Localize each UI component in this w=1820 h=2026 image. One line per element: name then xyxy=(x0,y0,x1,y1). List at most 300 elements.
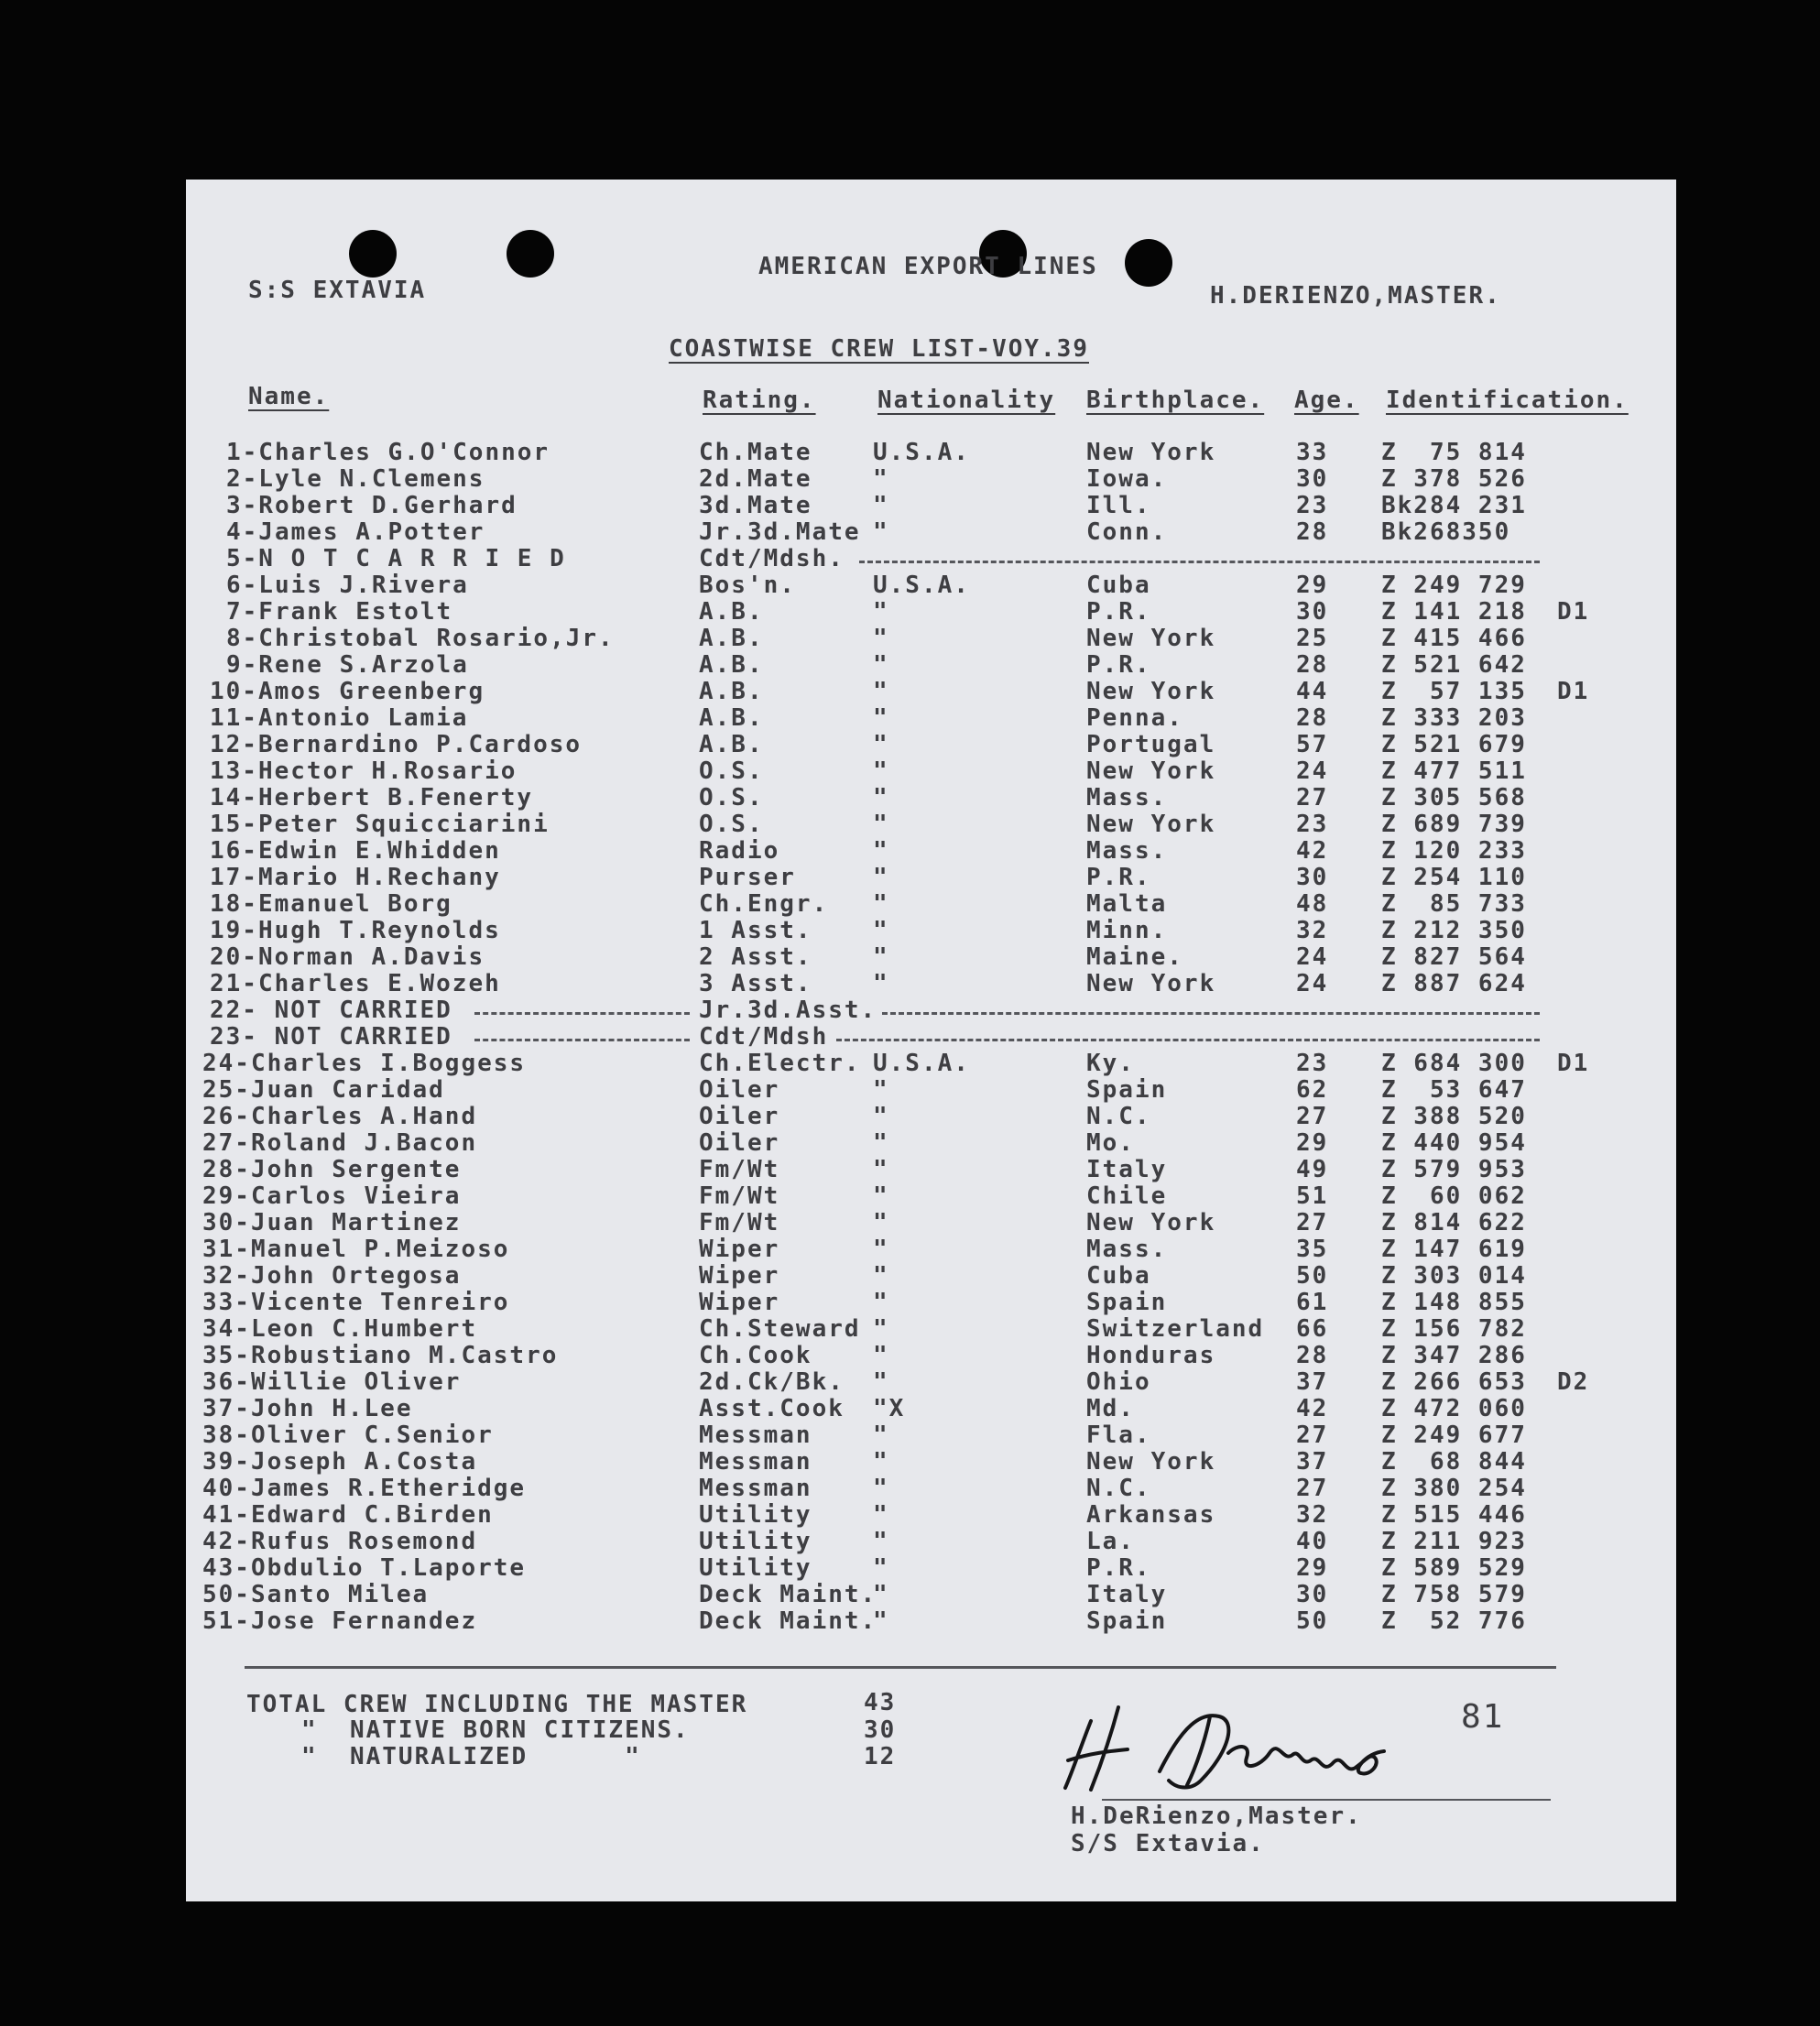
table-row xyxy=(186,1422,1676,1449)
crew-name: 33-Vicente Tenreiro xyxy=(202,1289,510,1316)
crew-age: 28 xyxy=(1296,651,1329,679)
crew-name: 50-Santo Milea xyxy=(202,1581,430,1608)
crew-birthplace: Md. xyxy=(1086,1395,1135,1422)
crew-nationality: " xyxy=(873,1262,889,1290)
crew-name: 37-John H.Lee xyxy=(202,1395,413,1422)
crew-name: 15-Peter Squicciarini xyxy=(210,811,550,838)
crew-age: 30 xyxy=(1296,1581,1329,1608)
crew-rating: Asst.Cook xyxy=(699,1395,845,1422)
crew-birthplace: New York xyxy=(1086,1448,1216,1476)
crew-birthplace: Mass. xyxy=(1086,784,1168,811)
crew-name: 1-Charles G.O'Connor xyxy=(226,439,550,466)
crew-identification: Z 333 203 xyxy=(1381,704,1527,732)
crew-identification: Z 249 729 xyxy=(1381,572,1527,599)
crew-identification: Z 689 739 xyxy=(1381,811,1527,838)
crew-name: 2-Lyle N.Clemens xyxy=(226,465,485,493)
crew-identification: Z 684 300 xyxy=(1381,1050,1527,1077)
signer-ship: S/S Extavia. xyxy=(1071,1830,1265,1857)
crew-identification: Z 266 653 xyxy=(1381,1368,1527,1396)
crew-nationality: " xyxy=(873,598,889,626)
crew-age: 35 xyxy=(1296,1236,1329,1263)
total-crew-value: 43 xyxy=(864,1689,897,1716)
table-row xyxy=(186,519,1676,546)
crew-age: 23 xyxy=(1296,811,1329,838)
crew-nationality: " xyxy=(873,1209,889,1236)
table-row xyxy=(186,891,1676,918)
crew-rating: Ch.Mate xyxy=(699,439,812,466)
crew-birthplace: N.C. xyxy=(1086,1103,1151,1130)
table-row xyxy=(186,785,1676,811)
crew-birthplace: New York xyxy=(1086,439,1216,466)
crew-birthplace: New York xyxy=(1086,1209,1216,1236)
crew-note: D2 xyxy=(1557,1368,1590,1396)
table-row xyxy=(186,732,1676,758)
table-row xyxy=(186,1502,1676,1529)
crew-rating: Cdt/Mdsh. xyxy=(699,545,845,572)
crew-nationality: " xyxy=(873,625,889,652)
crew-name: 25-Juan Caridad xyxy=(202,1076,445,1104)
table-row xyxy=(186,493,1676,519)
crew-age: 32 xyxy=(1296,1501,1329,1529)
crew-rating: Deck Maint. xyxy=(699,1581,877,1608)
crew-identification: Z 53 647 xyxy=(1381,1076,1527,1104)
crew-nationality: " xyxy=(873,1581,889,1608)
crew-age: 23 xyxy=(1296,1050,1329,1077)
punch-hole-2 xyxy=(507,230,554,278)
crew-name: 16-Edwin E.Whidden xyxy=(210,837,501,865)
crew-rating: 2 Asst. xyxy=(699,943,812,971)
table-row xyxy=(186,1157,1676,1183)
crew-rating: Ch.Electr. xyxy=(699,1050,861,1077)
crew-birthplace: La. xyxy=(1086,1528,1135,1555)
crew-name: 22- NOT CARRIED xyxy=(210,997,452,1024)
not-carried-dash-line xyxy=(882,1012,1540,1015)
total-crew-label: TOTAL CREW INCLUDING THE MASTER xyxy=(246,1691,748,1718)
crew-name: 51-Jose Fernandez xyxy=(202,1607,478,1635)
crew-age: 27 xyxy=(1296,1421,1329,1449)
crew-rating: Ch.Cook xyxy=(699,1342,812,1369)
crew-rating: Oiler xyxy=(699,1076,780,1104)
crew-age: 50 xyxy=(1296,1262,1329,1290)
col-header-name: Name. xyxy=(248,383,330,410)
crew-birthplace: Honduras xyxy=(1086,1342,1216,1369)
crew-name: 14-Herbert B.Fenerty xyxy=(210,784,534,811)
table-row xyxy=(186,1077,1676,1104)
crew-birthplace: P.R. xyxy=(1086,1554,1151,1582)
crew-age: 28 xyxy=(1296,704,1329,732)
crew-identification: Z 521 679 xyxy=(1381,731,1527,758)
crew-age: 32 xyxy=(1296,917,1329,944)
col-header-identification: Identification. xyxy=(1386,387,1629,414)
crew-age: 24 xyxy=(1296,943,1329,971)
crew-note: D1 xyxy=(1557,1050,1590,1077)
crew-birthplace: Mass. xyxy=(1086,837,1168,865)
crew-name: 17-Mario H.Rechany xyxy=(210,864,501,891)
document-title: COASTWISE CREW LIST-VOY.39 xyxy=(669,335,1089,363)
table-row xyxy=(186,1343,1676,1369)
crew-nationality: " xyxy=(873,1076,889,1104)
crew-birthplace: Minn. xyxy=(1086,917,1168,944)
crew-age: 42 xyxy=(1296,837,1329,865)
table-row xyxy=(186,652,1676,679)
crew-identification: Z 378 526 xyxy=(1381,465,1527,493)
crew-identification: Z 68 844 xyxy=(1381,1448,1527,1476)
table-row xyxy=(186,997,1676,1024)
crew-birthplace: Chile xyxy=(1086,1182,1168,1210)
crew-rating: Oiler xyxy=(699,1129,780,1157)
crew-rating: 3 Asst. xyxy=(699,970,812,997)
crew-name: 7-Frank Estolt xyxy=(226,598,453,626)
crew-name: 26-Charles A.Hand xyxy=(202,1103,478,1130)
crew-age: 24 xyxy=(1296,757,1329,785)
crew-rating: 2d.Ck/Bk. xyxy=(699,1368,845,1396)
crew-birthplace: Iowa. xyxy=(1086,465,1168,493)
company-name: AMERICAN EXPORT LINES xyxy=(758,253,1098,280)
crew-name: 21-Charles E.Wozeh xyxy=(210,970,501,997)
naturalized-value: 12 xyxy=(864,1743,897,1770)
crew-name: 28-John Sergente xyxy=(202,1156,462,1183)
crew-rating: Deck Maint. xyxy=(699,1607,877,1635)
crew-rating: A.B. xyxy=(699,625,764,652)
crew-birthplace: Cuba xyxy=(1086,1262,1151,1290)
table-row xyxy=(186,811,1676,838)
crew-birthplace: Italy xyxy=(1086,1156,1168,1183)
crew-age: 51 xyxy=(1296,1182,1329,1210)
crew-name: 19-Hugh T.Reynolds xyxy=(210,917,501,944)
crew-rating: Messman xyxy=(699,1448,812,1476)
table-row xyxy=(186,705,1676,732)
crew-name: 32-John Ortegosa xyxy=(202,1262,462,1290)
crew-birthplace: Mass. xyxy=(1086,1236,1168,1263)
crew-birthplace: Spain xyxy=(1086,1607,1168,1635)
crew-name: 36-Willie Oliver xyxy=(202,1368,462,1396)
crew-name: 8-Christobal Rosario,Jr. xyxy=(226,625,615,652)
crew-identification: Z 758 579 xyxy=(1381,1581,1527,1608)
crew-name: 31-Manuel P.Meizoso xyxy=(202,1236,510,1263)
punch-hole-1 xyxy=(349,230,397,278)
crew-birthplace: Malta xyxy=(1086,890,1168,918)
not-carried-dash-line xyxy=(474,1039,690,1041)
crew-identification: Z 75 814 xyxy=(1381,439,1527,466)
crew-identification: Z 60 062 xyxy=(1381,1182,1527,1210)
crew-age: 28 xyxy=(1296,518,1329,546)
table-row xyxy=(186,1396,1676,1422)
crew-age: 29 xyxy=(1296,572,1329,599)
crew-rating: Utility xyxy=(699,1501,812,1529)
crew-identification: Z 388 520 xyxy=(1381,1103,1527,1130)
crew-name: 43-Obdulio T.Laporte xyxy=(202,1554,527,1582)
crew-name: 12-Bernardino P.Cardoso xyxy=(210,731,583,758)
crew-birthplace: Ohio xyxy=(1086,1368,1151,1396)
crew-rating: Utility xyxy=(699,1554,812,1582)
crew-birthplace: Spain xyxy=(1086,1289,1168,1316)
crew-rating: Utility xyxy=(699,1528,812,1555)
crew-nationality: " xyxy=(873,1236,889,1263)
crew-age: 48 xyxy=(1296,890,1329,918)
crew-age: 30 xyxy=(1296,864,1329,891)
crew-nationality: " xyxy=(873,890,889,918)
crew-birthplace: New York xyxy=(1086,678,1216,705)
table-row xyxy=(186,1051,1676,1077)
crew-identification: Z 827 564 xyxy=(1381,943,1527,971)
crew-birthplace: New York xyxy=(1086,811,1216,838)
crew-nationality: " xyxy=(873,1528,889,1555)
crew-identification: Z 521 642 xyxy=(1381,651,1527,679)
crew-rating: Fm/Wt xyxy=(699,1209,780,1236)
crew-rating: A.B. xyxy=(699,651,764,679)
table-row xyxy=(186,1582,1676,1608)
crew-list-document xyxy=(186,180,1676,1901)
crew-age: 50 xyxy=(1296,1607,1329,1635)
crew-nationality: " xyxy=(873,651,889,679)
crew-identification: Z 211 923 xyxy=(1381,1528,1527,1555)
crew-rating: Purser xyxy=(699,864,796,891)
crew-rating: Bos'n. xyxy=(699,572,796,599)
crew-birthplace: Arkansas xyxy=(1086,1501,1216,1529)
crew-nationality: " xyxy=(873,943,889,971)
table-row xyxy=(186,1369,1676,1396)
crew-birthplace: New York xyxy=(1086,970,1216,997)
crew-nationality: " xyxy=(873,1342,889,1369)
crew-nationality: " xyxy=(873,465,889,493)
crew-name: 3-Robert D.Gerhard xyxy=(226,492,518,519)
crew-rating: O.S. xyxy=(699,784,764,811)
crew-age: 44 xyxy=(1296,678,1329,705)
crew-identification: Bk268350 xyxy=(1381,518,1511,546)
crew-age: 27 xyxy=(1296,1209,1329,1236)
crew-name: 38-Oliver C.Senior xyxy=(202,1421,494,1449)
crew-rating: Wiper xyxy=(699,1262,780,1290)
crew-identification: Z 254 110 xyxy=(1381,864,1527,891)
crew-name: 34-Leon C.Humbert xyxy=(202,1315,478,1343)
crew-identification: Z 57 135 xyxy=(1381,678,1527,705)
table-row xyxy=(186,546,1676,572)
crew-identification: Z 887 624 xyxy=(1381,970,1527,997)
table-row xyxy=(186,1104,1676,1130)
crew-nationality: " xyxy=(873,731,889,758)
table-row xyxy=(186,1263,1676,1290)
crew-rating: A.B. xyxy=(699,598,764,626)
crew-name: 10-Amos Greenberg xyxy=(210,678,485,705)
crew-nationality: " xyxy=(873,1475,889,1502)
crew-nationality: " xyxy=(873,1103,889,1130)
crew-nationality: " xyxy=(873,1421,889,1449)
crew-nationality: " xyxy=(873,784,889,811)
crew-age: 61 xyxy=(1296,1289,1329,1316)
crew-nationality: " xyxy=(873,704,889,732)
crew-nationality: " xyxy=(873,917,889,944)
crew-age: 25 xyxy=(1296,625,1329,652)
bottom-rule xyxy=(245,1666,1556,1669)
crew-age: 23 xyxy=(1296,492,1329,519)
crew-birthplace: Maine. xyxy=(1086,943,1183,971)
crew-nationality: " xyxy=(873,1182,889,1210)
crew-age: 29 xyxy=(1296,1554,1329,1582)
crew-rating: Wiper xyxy=(699,1236,780,1263)
crew-nationality: " xyxy=(873,1607,889,1635)
crew-age: 37 xyxy=(1296,1368,1329,1396)
table-row xyxy=(186,971,1676,997)
crew-birthplace: Fla. xyxy=(1086,1421,1151,1449)
crew-nationality: " xyxy=(873,518,889,546)
crew-age: 27 xyxy=(1296,1475,1329,1502)
crew-age: 24 xyxy=(1296,970,1329,997)
table-row xyxy=(186,944,1676,971)
crew-birthplace: Ill. xyxy=(1086,492,1151,519)
crew-nationality: " xyxy=(873,1315,889,1343)
crew-nationality: " xyxy=(873,1156,889,1183)
crew-rating: Jr.3d.Mate xyxy=(699,518,861,546)
punch-hole-4 xyxy=(1125,239,1172,287)
crew-age: 29 xyxy=(1296,1129,1329,1157)
crew-name: 39-Joseph A.Costa xyxy=(202,1448,478,1476)
col-header-age: Age. xyxy=(1294,387,1359,414)
crew-birthplace: N.C. xyxy=(1086,1475,1151,1502)
crew-identification: Z 477 511 xyxy=(1381,757,1527,785)
crew-identification: Z 120 233 xyxy=(1381,837,1527,865)
crew-birthplace: Switzerland xyxy=(1086,1315,1265,1343)
crew-birthplace: Ky. xyxy=(1086,1050,1135,1077)
crew-rating: Oiler xyxy=(699,1103,780,1130)
crew-rating: O.S. xyxy=(699,811,764,838)
crew-identification: Z 472 060 xyxy=(1381,1395,1527,1422)
crew-identification: Bk284 231 xyxy=(1381,492,1527,519)
crew-birthplace: Spain xyxy=(1086,1076,1168,1104)
crew-age: 30 xyxy=(1296,465,1329,493)
crew-rating: A.B. xyxy=(699,731,764,758)
crew-age: 49 xyxy=(1296,1156,1329,1183)
crew-nationality: " xyxy=(873,811,889,838)
crew-rating: Messman xyxy=(699,1421,812,1449)
crew-nationality: "X xyxy=(873,1395,906,1422)
table-row xyxy=(186,1555,1676,1582)
crew-identification: Z 249 677 xyxy=(1381,1421,1527,1449)
crew-birthplace: Cuba xyxy=(1086,572,1151,599)
crew-nationality: " xyxy=(873,837,889,865)
crew-rating: Wiper xyxy=(699,1289,780,1316)
crew-nationality: " xyxy=(873,1368,889,1396)
crew-nationality: U.S.A. xyxy=(873,1050,970,1077)
signer-name: H.DeRienzo,Master. xyxy=(1071,1803,1362,1830)
table-row xyxy=(186,1608,1676,1635)
table-row xyxy=(186,466,1676,493)
crew-nationality: " xyxy=(873,492,889,519)
crew-age: 62 xyxy=(1296,1076,1329,1104)
not-carried-dash-line xyxy=(474,1012,690,1015)
crew-identification: Z 212 350 xyxy=(1381,917,1527,944)
table-row xyxy=(186,572,1676,599)
col-header-rating: Rating. xyxy=(703,387,816,414)
crew-name: 4-James A.Potter xyxy=(226,518,485,546)
table-row xyxy=(186,1476,1676,1502)
crew-age: 66 xyxy=(1296,1315,1329,1343)
crew-rating: 2d.Mate xyxy=(699,465,812,493)
not-carried-dash-line xyxy=(859,561,1540,563)
crew-nationality: U.S.A. xyxy=(873,572,970,599)
table-row xyxy=(186,758,1676,785)
crew-name: 27-Roland J.Bacon xyxy=(202,1129,478,1157)
crew-birthplace: Italy xyxy=(1086,1581,1168,1608)
table-row xyxy=(186,838,1676,865)
crew-rating: Fm/Wt xyxy=(699,1182,780,1210)
crew-name: 35-Robustiano M.Castro xyxy=(202,1342,559,1369)
table-row xyxy=(186,679,1676,705)
crew-birthplace: Portugal xyxy=(1086,731,1216,758)
crew-nationality: " xyxy=(873,864,889,891)
crew-nationality: " xyxy=(873,757,889,785)
crew-identification: Z 52 776 xyxy=(1381,1607,1527,1635)
crew-nationality: " xyxy=(873,1554,889,1582)
crew-identification: Z 814 622 xyxy=(1381,1209,1527,1236)
crew-name: 24-Charles I.Boggess xyxy=(202,1050,527,1077)
crew-age: 30 xyxy=(1296,598,1329,626)
crew-identification: Z 589 529 xyxy=(1381,1554,1527,1582)
crew-identification: Z 156 782 xyxy=(1381,1315,1527,1343)
crew-age: 33 xyxy=(1296,439,1329,466)
crew-age: 27 xyxy=(1296,784,1329,811)
crew-name: 6-Luis J.Rivera xyxy=(226,572,469,599)
crew-identification: Z 147 619 xyxy=(1381,1236,1527,1263)
crew-rating: O.S. xyxy=(699,757,764,785)
table-row xyxy=(186,918,1676,944)
native-born-value: 30 xyxy=(864,1716,897,1744)
ship-name: S:S EXTAVIA xyxy=(248,277,427,304)
crew-note: D1 xyxy=(1557,678,1590,705)
crew-name: 20-Norman A.Davis xyxy=(210,943,485,971)
crew-age: 28 xyxy=(1296,1342,1329,1369)
crew-identification: Z 380 254 xyxy=(1381,1475,1527,1502)
crew-rating: 3d.Mate xyxy=(699,492,812,519)
crew-rating: Messman xyxy=(699,1475,812,1502)
crew-name: 5-N O T C A R R I E D xyxy=(226,545,566,572)
crew-rating: A.B. xyxy=(699,678,764,705)
col-header-nationality: Nationality xyxy=(877,387,1056,414)
crew-birthplace: Conn. xyxy=(1086,518,1168,546)
crew-rating: Ch.Steward xyxy=(699,1315,861,1343)
crew-name: 30-Juan Martinez xyxy=(202,1209,462,1236)
signature-line xyxy=(1102,1799,1551,1801)
crew-note: D1 xyxy=(1557,598,1590,626)
crew-age: 37 xyxy=(1296,1448,1329,1476)
crew-identification: Z 303 014 xyxy=(1381,1262,1527,1290)
crew-age: 57 xyxy=(1296,731,1329,758)
crew-birthplace: Mo. xyxy=(1086,1129,1135,1157)
crew-nationality: " xyxy=(873,1129,889,1157)
crew-rating: A.B. xyxy=(699,704,764,732)
crew-nationality: " xyxy=(873,1448,889,1476)
crew-identification: Z 515 446 xyxy=(1381,1501,1527,1529)
crew-name: 40-James R.Etheridge xyxy=(202,1475,527,1502)
crew-name: 11-Antonio Lamia xyxy=(210,704,469,732)
table-row xyxy=(186,626,1676,652)
table-row xyxy=(186,1529,1676,1555)
table-row xyxy=(186,1316,1676,1343)
crew-birthplace: P.R. xyxy=(1086,651,1151,679)
naturalized-label: " NATURALIZED " xyxy=(301,1743,641,1770)
crew-nationality: " xyxy=(873,1501,889,1529)
crew-identification: Z 415 466 xyxy=(1381,625,1527,652)
table-row xyxy=(186,1236,1676,1263)
native-born-label: " NATIVE BORN CITIZENS. xyxy=(301,1716,690,1744)
crew-name: 29-Carlos Vieira xyxy=(202,1182,462,1210)
table-row xyxy=(186,1024,1676,1051)
crew-identification: Z 440 954 xyxy=(1381,1129,1527,1157)
crew-rating: Jr.3d.Asst. xyxy=(699,997,877,1024)
table-row xyxy=(186,1290,1676,1316)
crew-name: 9-Rene S.Arzola xyxy=(226,651,469,679)
crew-identification: Z 148 855 xyxy=(1381,1289,1527,1316)
table-row xyxy=(186,865,1676,891)
